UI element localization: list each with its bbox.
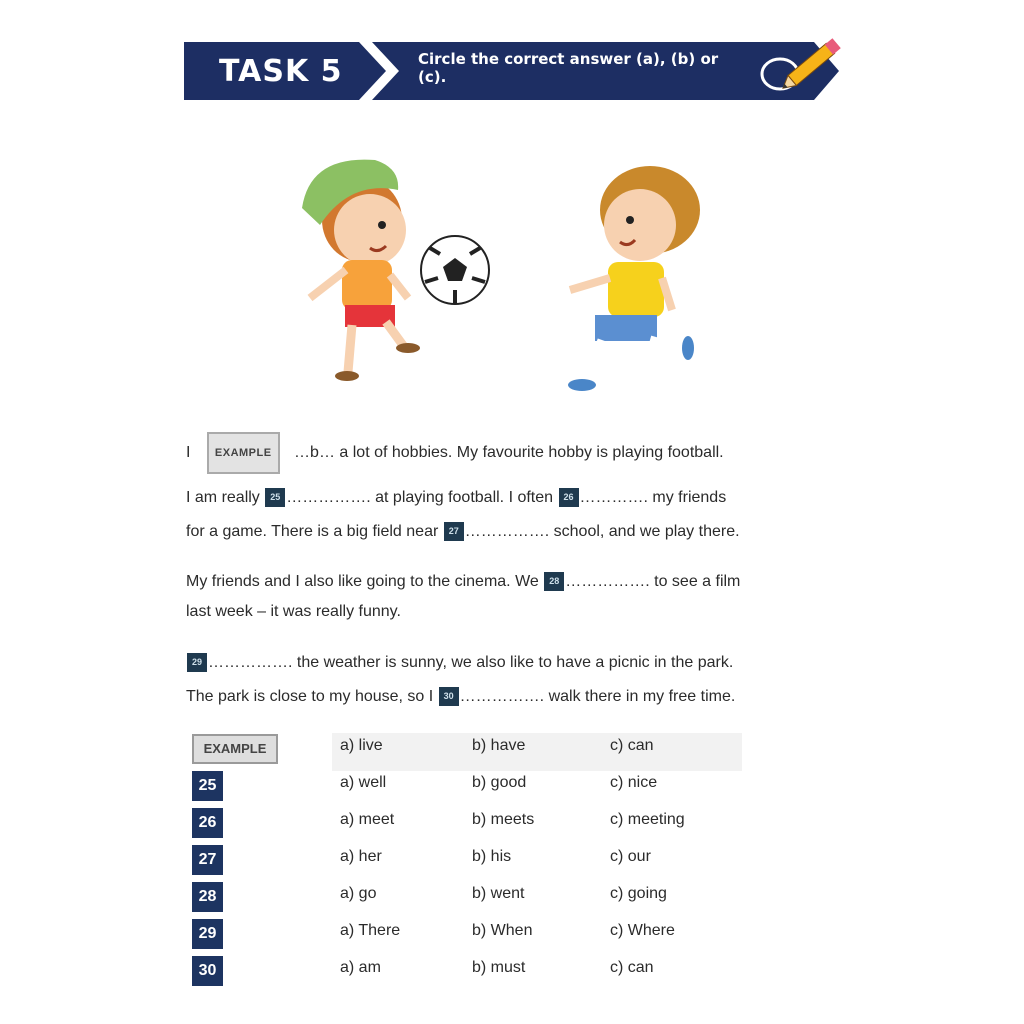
children-playing-football-image (290, 150, 730, 410)
passage-text: ……………. walk there in my free time. (459, 688, 736, 705)
passage-line (186, 481, 846, 515)
passage-text: …b… a lot of hobbies. My favourite hobby is playing football. (294, 444, 724, 462)
passage-text: for a game. There is a big field near (186, 523, 439, 540)
option-a[interactable]: a) her (340, 848, 382, 865)
passage-text: ……………. the weather is sunny, we also like to have a picnic in the park. (208, 654, 734, 671)
passage-text: last week – it was really funny. (186, 603, 401, 620)
task-title: TASK 5 (219, 54, 343, 89)
option-b[interactable]: b) went (472, 885, 525, 902)
passage-text: I (186, 444, 191, 462)
option-a[interactable]: a) well (340, 774, 387, 791)
passage-text: …………. my friends (579, 489, 727, 506)
passage-line (186, 432, 846, 466)
answer-row-25 (190, 767, 750, 804)
gap-number-28: 28 (544, 572, 564, 591)
option-a[interactable]: a) There (340, 922, 401, 939)
passage-line (186, 646, 846, 680)
gap-number-25: 25 (265, 488, 285, 507)
example-tag: EXAMPLE (207, 432, 280, 474)
passage-text: The park is close to my house, so I (186, 688, 434, 705)
passage-text: ……………. school, and we play there. (464, 523, 740, 540)
option-b[interactable]: b) have (472, 737, 526, 754)
gap-number-29: 29 (187, 653, 207, 672)
option-a[interactable]: a) go (340, 885, 377, 902)
question-number: 27 (192, 845, 223, 875)
football-icon (421, 236, 489, 304)
passage-text: My friends and I also like going to the cinema. We (186, 573, 539, 590)
passage-paragraph-3 (186, 565, 846, 629)
option-b[interactable]: b) his (472, 848, 512, 865)
answer-row-29 (190, 915, 750, 952)
option-b[interactable]: b) must (472, 959, 526, 976)
gap-number-27: 27 (444, 522, 464, 541)
option-b[interactable]: b) good (472, 774, 527, 791)
gap-number-30: 30 (439, 687, 459, 706)
option-c[interactable]: c) can (610, 959, 654, 976)
question-number: 28 (192, 882, 223, 912)
gap-number-26: 26 (559, 488, 579, 507)
example-label: EXAMPLE (192, 734, 278, 764)
passage-text: ……………. to see a film (565, 573, 741, 590)
option-c[interactable]: c) nice (610, 774, 658, 791)
option-b[interactable]: b) meets (472, 811, 535, 828)
pencil-circle-icon (756, 34, 851, 96)
option-a[interactable]: a) am (340, 959, 381, 976)
option-c[interactable]: c) our (610, 848, 651, 865)
question-number: 29 (192, 919, 223, 949)
answer-row-26 (190, 804, 750, 841)
passage-text: ……………. at playing football. I often (286, 489, 554, 506)
answer-row-28 (190, 878, 750, 915)
passage-paragraph-2 (186, 481, 846, 549)
boy-with-cap (302, 160, 420, 381)
passage-line (186, 515, 846, 549)
passage-paragraph-1 (186, 432, 846, 466)
option-c[interactable]: c) can (610, 737, 654, 754)
passage-line (186, 680, 846, 714)
option-a[interactable]: a) meet (340, 811, 395, 828)
answer-row-example (190, 730, 750, 767)
question-number: 25 (192, 771, 223, 801)
question-number: 26 (192, 808, 223, 838)
boy-running (568, 166, 700, 391)
passage-line (186, 595, 846, 629)
passage-line (186, 565, 846, 599)
example-row-shade (332, 733, 742, 771)
passage-paragraph-4 (186, 646, 846, 714)
passage-text: I am really (186, 489, 260, 506)
answer-row-30 (190, 952, 750, 989)
option-a[interactable]: a) live (340, 737, 383, 754)
option-c[interactable]: c) Where (610, 922, 675, 939)
option-c[interactable]: c) going (610, 885, 667, 902)
answer-row-27 (190, 841, 750, 878)
task-instruction: Circle the correct answer (a), (b) or (c). (418, 50, 719, 86)
option-b[interactable]: b) When (472, 922, 533, 939)
option-c[interactable]: c) meeting (610, 811, 685, 828)
question-number: 30 (192, 956, 223, 986)
answer-options-table (190, 730, 750, 989)
